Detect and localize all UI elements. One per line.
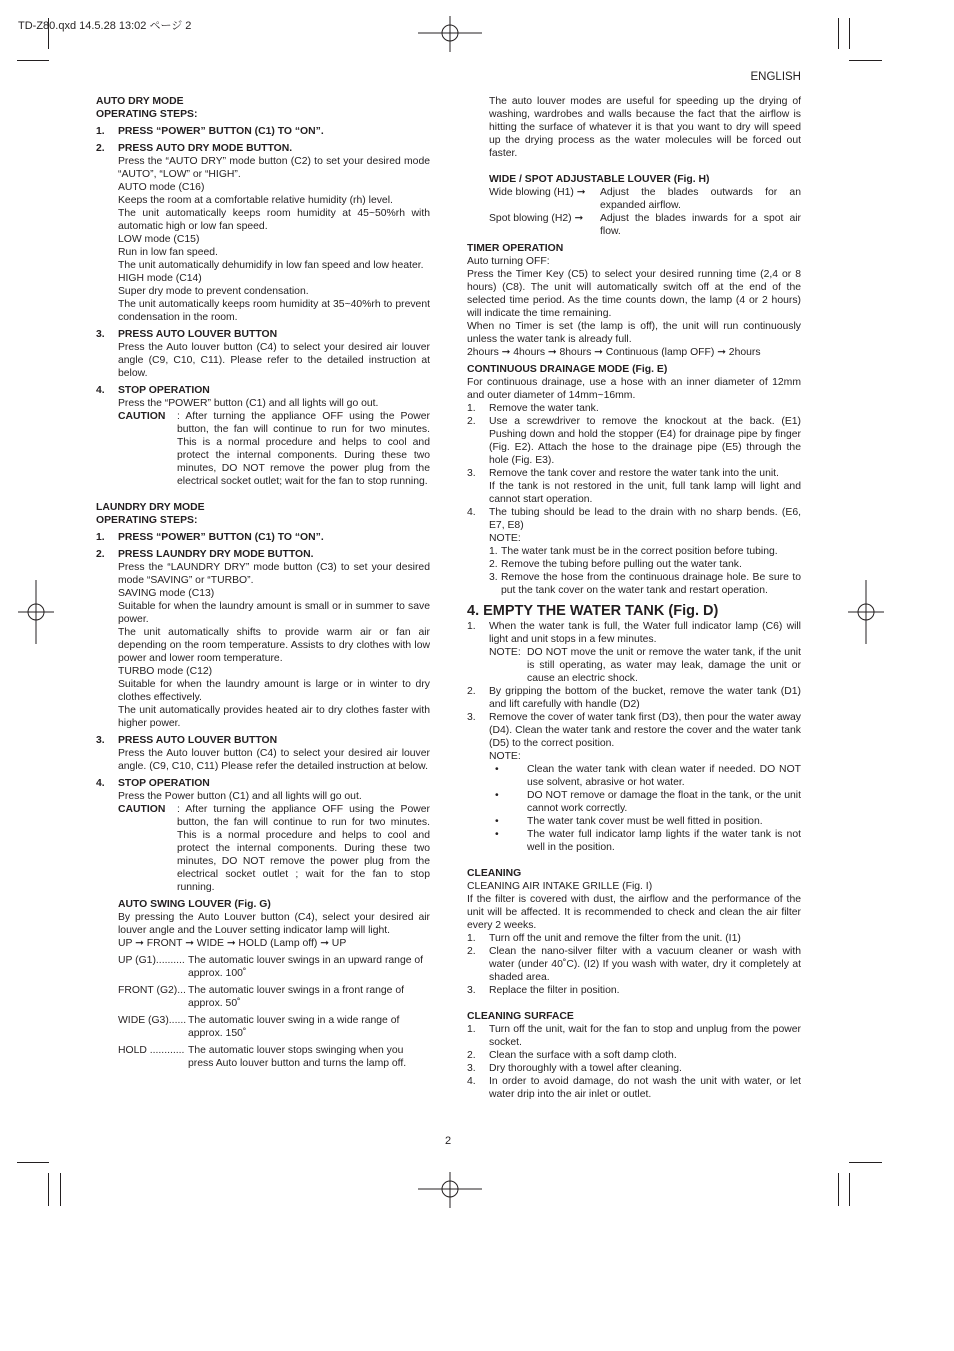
swing-mode-hold: HOLD ............ The automatic louver stops swinging when you press Auto louver button and turns the lamp off. (118, 1045, 407, 1069)
empty-note-1: • Clean the water tank with clean water if needed. DO NOT use solvent, abrasive or hot water. (495, 764, 801, 788)
cleaning-subtitle: CLEANING AIR INTAKE GRILLE (Fig. I) (467, 881, 653, 892)
registration-mark-bottom (418, 1172, 482, 1208)
registration-mark-top (418, 16, 482, 52)
auto-dry-step-1: 1. PRESS “POWER” BUTTON (C1) TO “ON”. (96, 126, 324, 137)
surface-step-4: 4. In order to avoid damage, do not wash the unit with water, or let water drip into the air inlet or outlet. (467, 1076, 801, 1100)
swing-mode-wide: WIDE (G3)...... The automatic louver swing in a wide range of approx. 150˚ (118, 1015, 400, 1039)
laundry-step-3: 3. PRESS AUTO LOUVER BUTTON (96, 735, 278, 746)
empty-notes-list (467, 763, 801, 854)
auto-dry-steps-title: OPERATING STEPS: (96, 109, 198, 120)
drain-note-3: 3. Remove the hose from the continuous drainage hole. Be sure to put the tank cover on the water tank and restart operation. (489, 572, 801, 596)
laundry-title: LAUNDRY DRY MODE (96, 502, 205, 513)
cleaning-body: If the filter is covered with dust, the airflow and the performance of the unit will be affected. It is recommended to check and clean the air filter every 2 weeks. (467, 894, 801, 931)
timer-title: TIMER OPERATION (467, 243, 564, 254)
swing-modes-list (96, 954, 430, 1070)
timer-body-1: Press the Timer Key (C5) to select your desired running time (2,4 or 8 hours) (C8). The unit will automatically switch off at the end of the selected time period. As the time counts down, the lamp (4 or 2 hours) will indicate the time remaining. (467, 269, 801, 319)
drain-note-2: 2. Remove the tubing before pulling out the water tank. (489, 559, 742, 570)
empty-step-3: 3. Remove the cover of water tank first (D3), then pour the water away (D4). Clean the water tank and restore the cover and the water tank (D5) to the correct position. NOTE: (467, 712, 801, 762)
laundry-step-2: 2. PRESS LAUNDRY DRY MODE BUTTON. (96, 549, 314, 560)
left-column (96, 95, 430, 1074)
surface-step-2: 2. Clean the surface with a soft damp cloth. (467, 1050, 677, 1061)
timer-sequence: 2hours ➞ 4hours ➞ 8hours ➞ Continuous (lamp OFF) ➞ 2hours (467, 347, 761, 358)
laundry-caution: CAUTION : After turning the appliance OFF using the Power button, the fan will continue to run for two minutes. This is a normal procedure and helps to cool and protect the internal components. During these two minutes, DO NOT remove the power plug from the electrical socket outlet ; wait for the fan to stop running. (118, 804, 430, 893)
drainage-title: CONTINUOUS DRAINAGE MODE (Fig. E) (467, 364, 668, 375)
auto-dry-title: AUTO DRY MODE (96, 96, 184, 107)
drain-step-1: 1. Remove the water tank. (467, 403, 599, 414)
auto-dry-caution: CAUTION : After turning the appliance OFF using the Power button, the fan will continue to run for two minutes. This is a normal procedure and helps to cool and protect the internal components. During these two minutes, DO NOT remove the power plug from the electrical socket outlet; wait for the fan to stop running. (118, 411, 430, 487)
laundry-step-1: 1. PRESS “POWER” BUTTON (C1) TO “ON”. (96, 532, 324, 543)
empty-step-1-note: NOTE: DO NOT move the unit or remove the water tank, if the unit is still operating, as water may leak, damage the unit or cause an electric shock. (489, 647, 801, 684)
laundry-steps-title: OPERATING STEPS: (96, 515, 198, 526)
right-column (467, 95, 801, 1101)
empty-note-2: • DO NOT remove or damage the float in the tank, or the unit cannot work correctly. (495, 790, 801, 814)
laundry-step-4: 4. STOP OPERATION (96, 778, 210, 789)
louver-intro: The auto louver modes are useful for speeding up the drying of washing, wardrobes and walls because the fact that the airflow is hitting the surface of whatever it is that you want to dry will speed up the drying process as the water molecules will be forced out faster. (489, 96, 801, 159)
empty-step-2: 2. By gripping the bottom of the bucket, remove the water tank (D1) and lift carefully with handle (D2) (467, 686, 801, 710)
auto-dry-step-3-body: Press the Auto louver button (C4) to select your desired air louver angle (C9, C10, C11). Please refer to the detailed instruction at below. (118, 342, 430, 379)
swing-mode-front: FRONT (G2)... The automatic louver swings in a front range of approx. 50˚ (118, 985, 405, 1009)
timer-subtitle: Auto turning OFF: (467, 256, 550, 267)
auto-dry-step-2-body: Press the “AUTO DRY” mode button (C2) to set your desired mode “AUTO”, “LOW” or “HIGH”. AUTO mode (C16) Keeps the room at a comfortable relative humidity (rh) level. The unit automatically keeps room humidity at 45~50%rh with automatic high or low fan speed. LOW mode (C15) Run in low fan speed. The unit automatically dehumidify in low fan speed and low heater. HIGH mode (C14) Super dry mode to prevent condensation. The unit automatically keeps room humidity at 35~40%rh to prevent condensation in the room. (118, 156, 430, 323)
clean-step-2: 2. Clean the nano-silver filter with a vacuum cleaner or wash with water (under 40˚C). (I2) If you wash with water, dry it completely at shaded area. (467, 946, 801, 983)
auto-swing-body: By pressing the Auto Louver button (C4), select your desired air louver angle and the Louver setting indicator lamp will light. (118, 912, 430, 936)
page-number: 2 (445, 1135, 452, 1147)
wide-spot-title: WIDE / SPOT ADJUSTABLE LOUVER (Fig. H) (489, 174, 710, 185)
laundry-step-3-body: Press the Auto louver button (C4) to select your desired air louver angle. (C9, C10, C11) Please refer the detailed instruction at below. (118, 748, 430, 772)
swing-mode-up: UP (G1).......... The automatic louver swings in an upward range of approx. 100˚ (118, 955, 424, 979)
surface-step-3: 3. Dry thoroughly with a towel after cleaning. (467, 1063, 682, 1074)
surface-step-1: 1. Turn off the unit, wait for the fan to stop and unplug from the power socket. (467, 1024, 801, 1048)
auto-dry-step-4: 4. STOP OPERATION (96, 385, 210, 396)
spot-blowing: Spot blowing (H2) ➞ Adjust the blades inwards for a spot air flow. (489, 213, 801, 237)
drain-step-2: 2. Use a screwdriver to remove the knockout at the back. (E1) Pushing down and hold the stopper (E4) for drainage pipe by finger (Fig. E2). Attach the hose to the drainage pipe (E5) through the hole (Fig. E3). (467, 416, 801, 466)
language-label: ENGLISH (750, 71, 801, 83)
empty-note-3: • The water tank cover must be well fitted in position. (495, 816, 763, 827)
drain-step-4: 4. The tubing should be lead to the drain with no sharp bends. (E6, E7, E8) NOTE: 1. The water tank must be in the correct position before tubing. 2. Remove the tubing before pulling out the water tank. 3. Remove the hose from the continuous drainage hole. Be sure to put the tank cover on the water tank and restart operation. (467, 507, 801, 596)
laundry-step-4-body: Press the Power button (C1) and all lights will go out. CAUTION : After turning the appliance OFF using the Power button, the fan will continue to run for two minutes. This is a normal procedure and helps to cool and protect the internal components. During these two minutes, DO NOT remove the power plug from the electrical socket outlet ; wait for the fan to stop running. AUTO SWING LOUVER (Fig. G) By pressing the Auto Louver button (C4), select your desired air louver angle and the Louver setting indicator lamp will light. UP ➞ FRONT ➞ WIDE ➞ HOLD (Lamp off) ➞ UP (118, 791, 430, 949)
laundry-step-2-body: Press the “LAUNDRY DRY” mode button (C3) to set your desired mode “SAVING” or “TURBO”. SAVING mode (C13) Suitable for when the laundry amount is small or in summer to save power. The unit automatically shifts to provide warm air or fan air depending on the room temperature. Assists to dry clothes with low power and lower room temperature. TURBO mode (C12) Suitable for when the laundry amount is large or in winter to dry clothes effectively. The unit automatically provides heated air to dry clothes faster with higher power. (118, 562, 430, 729)
auto-dry-step-2: 2. PRESS AUTO DRY MODE BUTTON. (96, 143, 293, 154)
auto-swing-sequence: UP ➞ FRONT ➞ WIDE ➞ HOLD (Lamp off) ➞ UP (118, 938, 347, 949)
drainage-body: For continuous drainage, use a hose with an inner diameter of 12mm and outer diameter of 14mm~16mm. (467, 377, 801, 401)
drain-note-1: 1. The water tank must be in the correct position before tubing. (489, 546, 778, 557)
auto-dry-step-4-body: Press the “POWER” button (C1) and all lights will go out. CAUTION : After turning the appliance OFF using the Power button, the fan will continue to run for two minutes. This is a normal procedure and helps to cool and protect the internal components. During these two minutes, DO NOT remove the power plug from the electrical socket outlet; wait for the fan to stop running. (118, 398, 430, 487)
wide-blowing: Wide blowing (H1) ➞ Adjust the blades outwards for an expanded airflow. (489, 187, 801, 211)
file-info: TD-Z80.qxd 14.5.28 13:02 ページ 2 (18, 20, 192, 32)
clean-step-3: 3. Replace the filter in position. (467, 985, 620, 996)
empty-note-4: • The water full indicator lamp lights if the water tank is not well in the position. (495, 829, 801, 853)
registration-mark-right (848, 580, 884, 644)
timer-body-2: When no Timer is set (the lamp is off), the unit will run continuously unless the water tank is already full. (467, 321, 801, 345)
cleaning-surface-title: CLEANING SURFACE (467, 1011, 574, 1022)
clean-step-1: 1. Turn off the unit and remove the filter from the unit. (I1) (467, 933, 741, 944)
wide-spot-list (467, 186, 801, 238)
empty-tank-heading: 4. EMPTY THE WATER TANK (Fig. D) (467, 603, 719, 619)
cleaning-title: CLEANING (467, 868, 522, 879)
auto-swing-title: AUTO SWING LOUVER (Fig. G) (118, 899, 271, 910)
auto-dry-step-3: 3. PRESS AUTO LOUVER BUTTON (96, 329, 278, 340)
registration-mark-left (18, 580, 54, 644)
drain-step-3: 3. Remove the tank cover and restore the water tank into the unit. If the tank is not restored in the unit, full tank lamp will light and cannot start operation. (467, 468, 801, 505)
empty-step-1: 1. When the water tank is full, the Water full indicator lamp (C6) will light and unit stops in a few minutes. NOTE: DO NOT move the unit or remove the water tank, if the unit is still operating, as water may leak, damage the unit or cause an electric shock. (467, 621, 801, 684)
